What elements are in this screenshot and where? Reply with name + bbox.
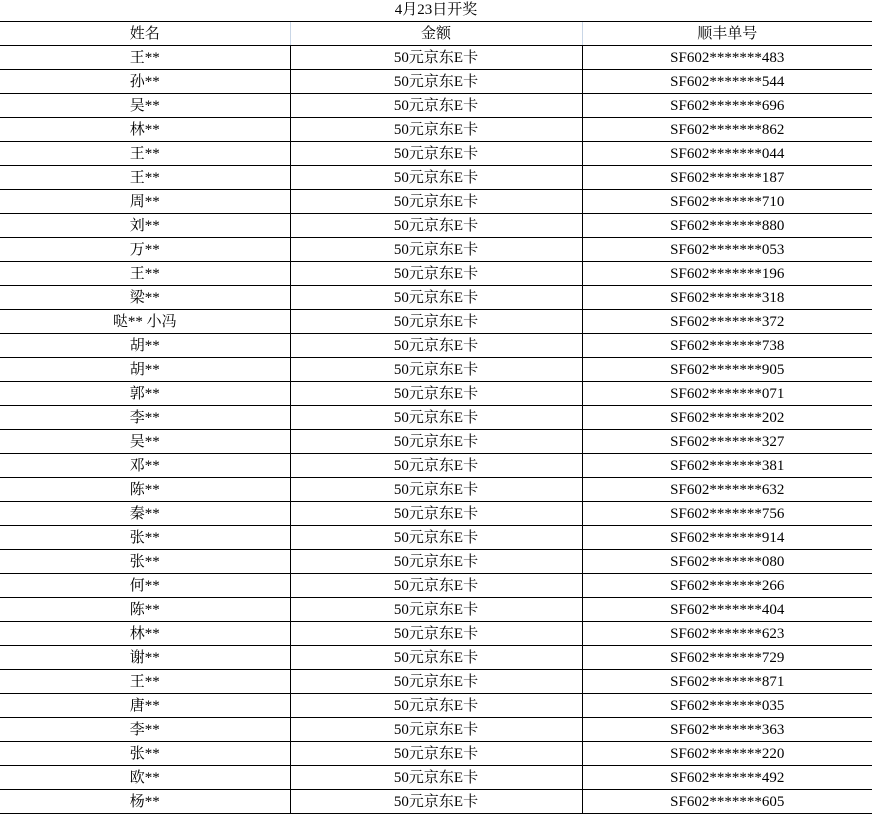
- cell-name: 秦**: [0, 502, 290, 526]
- cell-order: SF602*******318: [582, 286, 872, 310]
- cell-order: SF602*******914: [582, 526, 872, 550]
- cell-order: SF602*******483: [582, 46, 872, 70]
- cell-name: 李**: [0, 406, 290, 430]
- cell-order: SF602*******544: [582, 70, 872, 94]
- cell-name: 孙**: [0, 70, 290, 94]
- cell-amount: 50元京东E卡: [290, 334, 582, 358]
- cell-name: 万**: [0, 238, 290, 262]
- table-row: [0, 334, 872, 358]
- cell-name: 刘**: [0, 214, 290, 238]
- table-row: [0, 166, 872, 190]
- table-row: [0, 718, 872, 742]
- table-row: [0, 550, 872, 574]
- table-row: [0, 430, 872, 454]
- cell-order: SF602*******266: [582, 574, 872, 598]
- table-row: [0, 670, 872, 694]
- cell-amount: 50元京东E卡: [290, 70, 582, 94]
- cell-name: 谢**: [0, 646, 290, 670]
- sheet-title: 4月23日开奖: [0, 0, 872, 22]
- cell-name: 杨**: [0, 790, 290, 814]
- cell-name: 哒** 小冯: [0, 310, 290, 334]
- table-row: [0, 46, 872, 70]
- cell-amount: 50元京东E卡: [290, 166, 582, 190]
- cell-order: SF602*******196: [582, 262, 872, 286]
- cell-order: SF602*******381: [582, 454, 872, 478]
- table-row: [0, 742, 872, 766]
- cell-order: SF602*******404: [582, 598, 872, 622]
- cell-name: 邓**: [0, 454, 290, 478]
- cell-order: SF602*******187: [582, 166, 872, 190]
- table-row: [0, 646, 872, 670]
- cell-amount: 50元京东E卡: [290, 406, 582, 430]
- cell-order: SF602*******862: [582, 118, 872, 142]
- table-row: [0, 502, 872, 526]
- table-row: [0, 598, 872, 622]
- cell-order: SF602*******053: [582, 238, 872, 262]
- cell-amount: 50元京东E卡: [290, 454, 582, 478]
- cell-amount: 50元京东E卡: [290, 262, 582, 286]
- cell-name: 王**: [0, 46, 290, 70]
- cell-order: SF602*******756: [582, 502, 872, 526]
- table-row: [0, 190, 872, 214]
- cell-order: SF602*******363: [582, 718, 872, 742]
- cell-name: 王**: [0, 166, 290, 190]
- table-row: [0, 70, 872, 94]
- table-row: [0, 406, 872, 430]
- cell-order: SF602*******372: [582, 310, 872, 334]
- cell-amount: 50元京东E卡: [290, 574, 582, 598]
- table-row: [0, 310, 872, 334]
- cell-amount: 50元京东E卡: [290, 118, 582, 142]
- winners-table: [0, 22, 872, 814]
- table-row: [0, 358, 872, 382]
- table-row: [0, 574, 872, 598]
- cell-amount: 50元京东E卡: [290, 214, 582, 238]
- table-row: [0, 214, 872, 238]
- cell-amount: 50元京东E卡: [290, 694, 582, 718]
- cell-order: SF602*******035: [582, 694, 872, 718]
- cell-order: SF602*******738: [582, 334, 872, 358]
- cell-name: 陈**: [0, 598, 290, 622]
- cell-amount: 50元京东E卡: [290, 46, 582, 70]
- table-row: [0, 694, 872, 718]
- table-row: [0, 142, 872, 166]
- cell-amount: 50元京东E卡: [290, 286, 582, 310]
- table-row: [0, 622, 872, 646]
- cell-name: 周**: [0, 190, 290, 214]
- cell-order: SF602*******880: [582, 214, 872, 238]
- cell-amount: 50元京东E卡: [290, 190, 582, 214]
- cell-name: 梁**: [0, 286, 290, 310]
- cell-name: 李**: [0, 718, 290, 742]
- cell-name: 唐**: [0, 694, 290, 718]
- cell-amount: 50元京东E卡: [290, 766, 582, 790]
- cell-order: SF602*******623: [582, 622, 872, 646]
- cell-name: 王**: [0, 142, 290, 166]
- cell-order: SF602*******044: [582, 142, 872, 166]
- cell-name: 张**: [0, 550, 290, 574]
- cell-name: 何**: [0, 574, 290, 598]
- table-body: [0, 46, 872, 814]
- cell-name: 林**: [0, 118, 290, 142]
- cell-name: 王**: [0, 670, 290, 694]
- cell-amount: 50元京东E卡: [290, 238, 582, 262]
- cell-name: 吴**: [0, 430, 290, 454]
- cell-order: SF602*******327: [582, 430, 872, 454]
- table-row: [0, 382, 872, 406]
- cell-amount: 50元京东E卡: [290, 310, 582, 334]
- cell-amount: 50元京东E卡: [290, 790, 582, 814]
- cell-amount: 50元京东E卡: [290, 142, 582, 166]
- cell-amount: 50元京东E卡: [290, 742, 582, 766]
- cell-amount: 50元京东E卡: [290, 502, 582, 526]
- cell-amount: 50元京东E卡: [290, 94, 582, 118]
- cell-amount: 50元京东E卡: [290, 718, 582, 742]
- cell-name: 吴**: [0, 94, 290, 118]
- cell-name: 欧**: [0, 766, 290, 790]
- cell-amount: 50元京东E卡: [290, 622, 582, 646]
- cell-amount: 50元京东E卡: [290, 526, 582, 550]
- table-row: [0, 478, 872, 502]
- cell-order: SF602*******729: [582, 646, 872, 670]
- cell-name: 张**: [0, 742, 290, 766]
- cell-amount: 50元京东E卡: [290, 478, 582, 502]
- cell-order: SF602*******071: [582, 382, 872, 406]
- cell-order: SF602*******905: [582, 358, 872, 382]
- cell-name: 陈**: [0, 478, 290, 502]
- cell-name: 林**: [0, 622, 290, 646]
- cell-name: 郭**: [0, 382, 290, 406]
- table-row: [0, 526, 872, 550]
- table-row: [0, 238, 872, 262]
- cell-order: SF602*******632: [582, 478, 872, 502]
- column-header-name: 姓名: [0, 22, 290, 46]
- cell-amount: 50元京东E卡: [290, 598, 582, 622]
- cell-name: 胡**: [0, 358, 290, 382]
- cell-amount: 50元京东E卡: [290, 646, 582, 670]
- table-row: [0, 286, 872, 310]
- column-header-order: 顺丰单号: [582, 22, 872, 46]
- cell-order: SF602*******202: [582, 406, 872, 430]
- cell-name: 王**: [0, 262, 290, 286]
- table-row: [0, 454, 872, 478]
- table-row: [0, 766, 872, 790]
- table-row: [0, 118, 872, 142]
- table-row: [0, 790, 872, 814]
- cell-amount: 50元京东E卡: [290, 382, 582, 406]
- cell-order: SF602*******605: [582, 790, 872, 814]
- cell-order: SF602*******080: [582, 550, 872, 574]
- cell-name: 胡**: [0, 334, 290, 358]
- cell-amount: 50元京东E卡: [290, 430, 582, 454]
- cell-amount: 50元京东E卡: [290, 550, 582, 574]
- table-row: [0, 94, 872, 118]
- cell-order: SF602*******492: [582, 766, 872, 790]
- cell-order: SF602*******220: [582, 742, 872, 766]
- column-header-amount: 金额: [290, 22, 582, 46]
- cell-amount: 50元京东E卡: [290, 670, 582, 694]
- cell-order: SF602*******871: [582, 670, 872, 694]
- cell-amount: 50元京东E卡: [290, 358, 582, 382]
- cell-name: 张**: [0, 526, 290, 550]
- cell-order: SF602*******696: [582, 94, 872, 118]
- cell-order: SF602*******710: [582, 190, 872, 214]
- header-row: [0, 22, 872, 46]
- table-row: [0, 262, 872, 286]
